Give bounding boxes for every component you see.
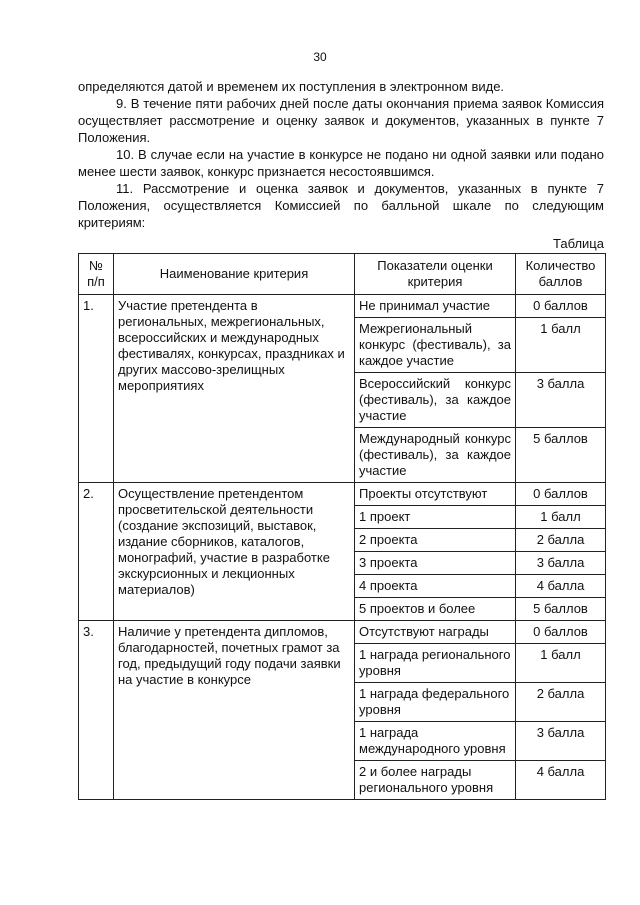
- paragraph-9: 9. В течение пяти рабочих дней после даты окончания приема заявок Комиссия осуществляет рассмотрение и оценку заявок и документов, указанных в пункте 7 Положения.: [78, 96, 604, 145]
- criterion-num: 3.: [79, 621, 114, 800]
- criterion-name: Участие претендента в региональных, межрегиональных, всероссийских и международных фестивалях, конкурсах, праздниках и других массово-зрелищных мероприятиях: [114, 295, 355, 483]
- points-cell: 0 баллов: [516, 483, 606, 506]
- page-number: 30: [313, 50, 327, 64]
- indicator-cell: 2 и более награды регионального уровня: [355, 761, 516, 800]
- indicator-cell: 1 проект: [355, 506, 516, 529]
- indicator-cell: 1 награда международного уровня: [355, 722, 516, 761]
- header-num: № п/п: [79, 254, 114, 295]
- table-header-row: [79, 254, 606, 295]
- indicator-cell: Не принимал участие: [355, 295, 516, 318]
- indicator-cell: 3 проекта: [355, 552, 516, 575]
- criteria-table: [78, 253, 606, 800]
- indicator-cell: 2 проекта: [355, 529, 516, 552]
- table-row: [79, 483, 606, 506]
- indicator-cell: Международный конкурс (фестиваль), за каждое участие: [355, 428, 516, 483]
- table-row: [79, 295, 606, 318]
- points-cell: 3 балла: [516, 552, 606, 575]
- indicator-cell: Межрегиональный конкурс (фестиваль), за каждое участие: [355, 318, 516, 373]
- table-row: [79, 621, 606, 644]
- points-cell: 0 баллов: [516, 621, 606, 644]
- paragraph-10: 10. В случае если на участие в конкурсе не подано ни одной заявки или подано менее шести заявок, конкурс признается несостоявшимся.: [78, 147, 604, 179]
- points-cell: 5 баллов: [516, 598, 606, 621]
- points-cell: 5 баллов: [516, 428, 606, 483]
- points-cell: 4 балла: [516, 761, 606, 800]
- indicator-cell: Всероссийский конкурс (фестиваль), за каждое участие: [355, 373, 516, 428]
- table-caption: Таблица: [553, 236, 604, 251]
- header-indicator: Показатели оценки критерия: [355, 254, 516, 295]
- indicator-cell: Проекты отсутствуют: [355, 483, 516, 506]
- points-cell: 2 балла: [516, 529, 606, 552]
- indicator-cell: 5 проектов и более: [355, 598, 516, 621]
- header-name: Наименование критерия: [114, 254, 355, 295]
- indicator-cell: 4 проекта: [355, 575, 516, 598]
- points-cell: 3 балла: [516, 373, 606, 428]
- indicator-cell: 1 награда регионального уровня: [355, 644, 516, 683]
- criterion-name: Осуществление претендентом просветительской деятельности (создание экспозиций, выставок, издание сборников, каталогов, монографий, участие в разработке экскурсионных и лекционных материалов): [114, 483, 355, 621]
- points-cell: 1 балл: [516, 644, 606, 683]
- points-cell: 0 баллов: [516, 295, 606, 318]
- criterion-num: 2.: [79, 483, 114, 621]
- header-points: Количество баллов: [516, 254, 606, 295]
- paragraph-11: 11. Рассмотрение и оценка заявок и документов, указанных в пункте 7 Положения, осуществляется Комиссией по балльной шкале по следующим критериям:: [78, 181, 604, 230]
- paragraph-continuation: определяются датой и временем их поступления в электронном виде.: [78, 79, 505, 94]
- criterion-name: Наличие у претендента дипломов, благодарностей, почетных грамот за год, предыдущий году подачи заявки на участие в конкурсе: [114, 621, 355, 800]
- points-cell: 2 балла: [516, 683, 606, 722]
- points-cell: 1 балл: [516, 506, 606, 529]
- criterion-num: 1.: [79, 295, 114, 483]
- indicator-cell: Отсутствуют награды: [355, 621, 516, 644]
- points-cell: 1 балл: [516, 318, 606, 373]
- points-cell: 3 балла: [516, 722, 606, 761]
- points-cell: 4 балла: [516, 575, 606, 598]
- body-text: [78, 78, 604, 231]
- indicator-cell: 1 награда федерального уровня: [355, 683, 516, 722]
